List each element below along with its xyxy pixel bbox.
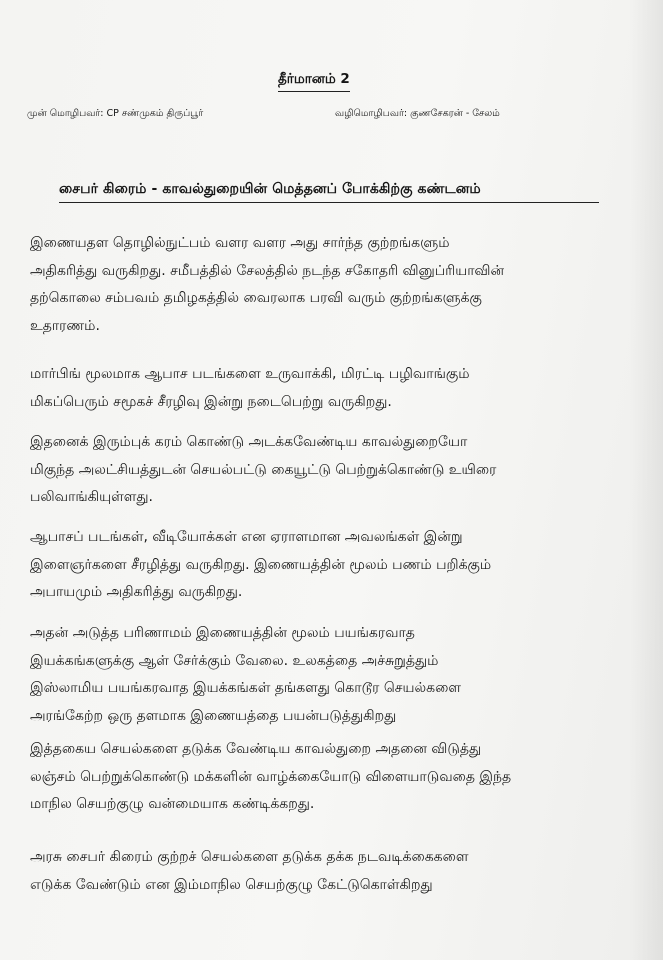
proposer-line: முன் மொழிபவர்: CP சண்முகம் திருப்பூர் [27, 108, 204, 119]
resolution-title: தீர்மானம் 2 [278, 71, 350, 92]
paragraph-line: எடுக்க வேண்டும் என இம்மாநில செயற்குழு கேட்டுகொள்கிறது [30, 876, 433, 893]
paragraph [30, 230, 640, 340]
paragraph [30, 620, 640, 730]
paragraph-line: மாநில செயற்குழு வன்மையாக கண்டிக்கறது. [30, 796, 315, 812]
paragraph-line: இளைஞர்களை சீரழித்து வருகிறது. இணையத்தின் மூலம் பணம் பறிக்கும் [30, 556, 492, 573]
paragraph-line: லஞ்சம் பெற்றுக்கொண்டு மக்களின் வாழ்க்கையோடு விளையாடுவதை இந்த [30, 768, 512, 785]
paragraph-line: தற்கொலை சம்பவம் தமிழகத்தில் வைரலாக பரவி வரும் குற்றங்களுக்கு [30, 290, 482, 306]
paragraph-line: மிகப்பெரும் சமூகச் சீரழிவு இன்று நடைபெற்று வருகிறது. [30, 393, 392, 410]
paragraph-line: இத்தகைய செயல்களை தடுக்க வேண்டிய காவல்துறை அதனை விடுத்து [30, 741, 482, 757]
paragraph [30, 524, 640, 607]
paragraph-line: பலிவாங்கியுள்ளது. [30, 489, 153, 505]
paragraph-line: அதிகரித்து வருகிறது. சமீபத்தில் சேலத்தில் நடந்த சகோதரி வினுப்ரியாவின் [30, 262, 505, 279]
paragraph [30, 736, 640, 819]
paragraph-line: அதன் அடுத்த பரிணாமம் இணையத்தின் மூலம் பயங்கரவாத [30, 625, 415, 641]
paragraph-line: இதனைக் இரும்புக் கரம் கொண்டு அடக்கவேண்டிய காவல்துறையோ [30, 434, 468, 450]
paragraph-line: அபாயமும் அதிகரித்து வருகிறது. [30, 584, 243, 600]
paragraph [30, 844, 640, 899]
paragraph [30, 429, 640, 512]
paragraph-line: இஸ்லாமிய பயங்கரவாத இயக்கங்கள் தங்களது கொடூர செயல்களை [30, 680, 461, 696]
paragraph-line: இணையதள தொழில்நுட்பம் வளர வளர அது சார்ந்த குற்றங்களும் [30, 235, 450, 251]
seconder-line: வழிமொழிபவர்: குணசேகரன் - சேலம் [335, 108, 500, 119]
paragraph-line: உதாரணம். [30, 317, 100, 334]
resolution-subject: சைபர் கிரைம் - காவல்துறையின் மெத்தனப் போக்கிற்கு கண்டனம் [59, 181, 599, 203]
paragraph-line: ஆபாசப் படங்கள், வீடியோக்கள் என ஏராளமான அவலங்கள் இன்று [30, 529, 463, 545]
paragraph [30, 361, 640, 416]
paragraph-line: மிகுந்த அலட்சியத்துடன் செயல்பட்டு கையூட்டு பெற்றுக்கொண்டு உயிரை [30, 461, 497, 478]
paragraph-line: மார்பிங் மூலமாக ஆபாச படங்களை உருவாக்கி, மிரட்டி பழிவாங்கும் [30, 366, 470, 382]
paragraph-line: அரங்கேற்ற ஒரு தளமாக இணையத்தை பயன்படுத்துகிறது [30, 707, 397, 724]
paragraph-line: அரசு சைபர் கிரைம் குற்றச் செயல்களை தடுக்க தக்க நடவடிக்கைகளை [30, 849, 469, 865]
paragraph-line: இயக்கங்களுக்கு ஆள் சேர்க்கும் வேலை. உலகத்தை அச்சுறுத்தும் [30, 652, 439, 669]
